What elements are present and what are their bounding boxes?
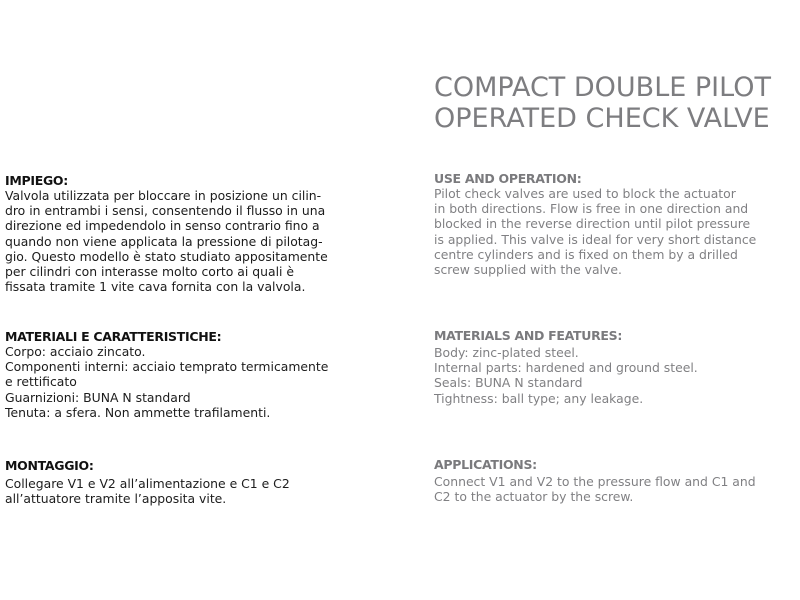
section-heading: MATERIALS AND FEATURES: — [434, 328, 623, 343]
text-line: Body: zinc-plated steel. — [434, 345, 579, 360]
text-line: screw supplied with the valve. — [434, 262, 622, 278]
text-line: quando non viene applicata la pressione di pilotag- — [5, 233, 323, 249]
text-line: Corpo: acciaio zincato. — [5, 344, 146, 359]
section-heading: MONTAGGIO: — [5, 458, 94, 473]
section-materials-and-features — [434, 328, 799, 406]
text-line: dro in entrambi i sensi, consentendo il flusso in una — [5, 203, 326, 219]
title-line-2: OPERATED CHECK VALVE — [434, 103, 770, 134]
text-line: blocked in the reverse direction until pilot pressure — [434, 216, 751, 232]
text-line: all’attuatore tramite l’apposita vite. — [5, 491, 227, 507]
text-line: Collegare V1 e V2 all’alimentazione e C1 e C2 — [5, 476, 290, 491]
text-line: Tenuta: a sfera. Non ammette trafilamenti. — [5, 404, 271, 420]
text-line: in both directions. Flow is free in one direction and — [434, 201, 749, 217]
text-line: direzione ed impedendolo in senso contrario fino a — [5, 218, 320, 234]
document-title — [434, 72, 794, 134]
section-materiali — [5, 329, 370, 420]
section-impiego — [5, 173, 370, 294]
text-line: Internal parts: hardened and ground steel. — [434, 360, 698, 376]
text-line: Guarnizioni: BUNA N standard — [5, 389, 191, 405]
text-line: gio. Questo modello è stato studiato appositamente — [5, 248, 328, 264]
text-line: Tightness: ball type; any leakage. — [434, 390, 644, 406]
text-line: Pilot check valves are used to block the actuator — [434, 186, 736, 201]
section-use-and-operation — [434, 171, 799, 277]
text-line: per cilindri con interasse molto corto ai quali è — [5, 264, 295, 280]
text-line: Componenti interni: acciaio temprato termicamente — [5, 359, 329, 375]
text-line: is applied. This valve is ideal for very short distance — [434, 231, 757, 247]
text-line: e rettificato — [5, 374, 77, 390]
section-heading: APPLICATIONS: — [434, 457, 537, 472]
text-line: centre cylinders and is fixed on them by a drilled — [434, 246, 738, 262]
title-line-1: COMPACT DOUBLE PILOT — [434, 72, 771, 103]
section-heading: MATERIALI E CARATTERISTICHE: — [5, 329, 222, 344]
section-heading: IMPIEGO: — [5, 173, 68, 188]
text-line: Valvola utilizzata per bloccare in posizione un cilin- — [5, 188, 322, 203]
section-applications — [434, 457, 799, 504]
text-line: Connect V1 and V2 to the pressure flow and C1 and — [434, 474, 756, 489]
text-line: fissata tramite 1 vite cava fornita con la valvola. — [5, 279, 306, 295]
section-montaggio — [5, 458, 370, 506]
text-line: C2 to the actuator by the screw. — [434, 489, 634, 505]
text-line: Seals: BUNA N standard — [434, 375, 583, 391]
section-heading: USE AND OPERATION: — [434, 171, 582, 186]
